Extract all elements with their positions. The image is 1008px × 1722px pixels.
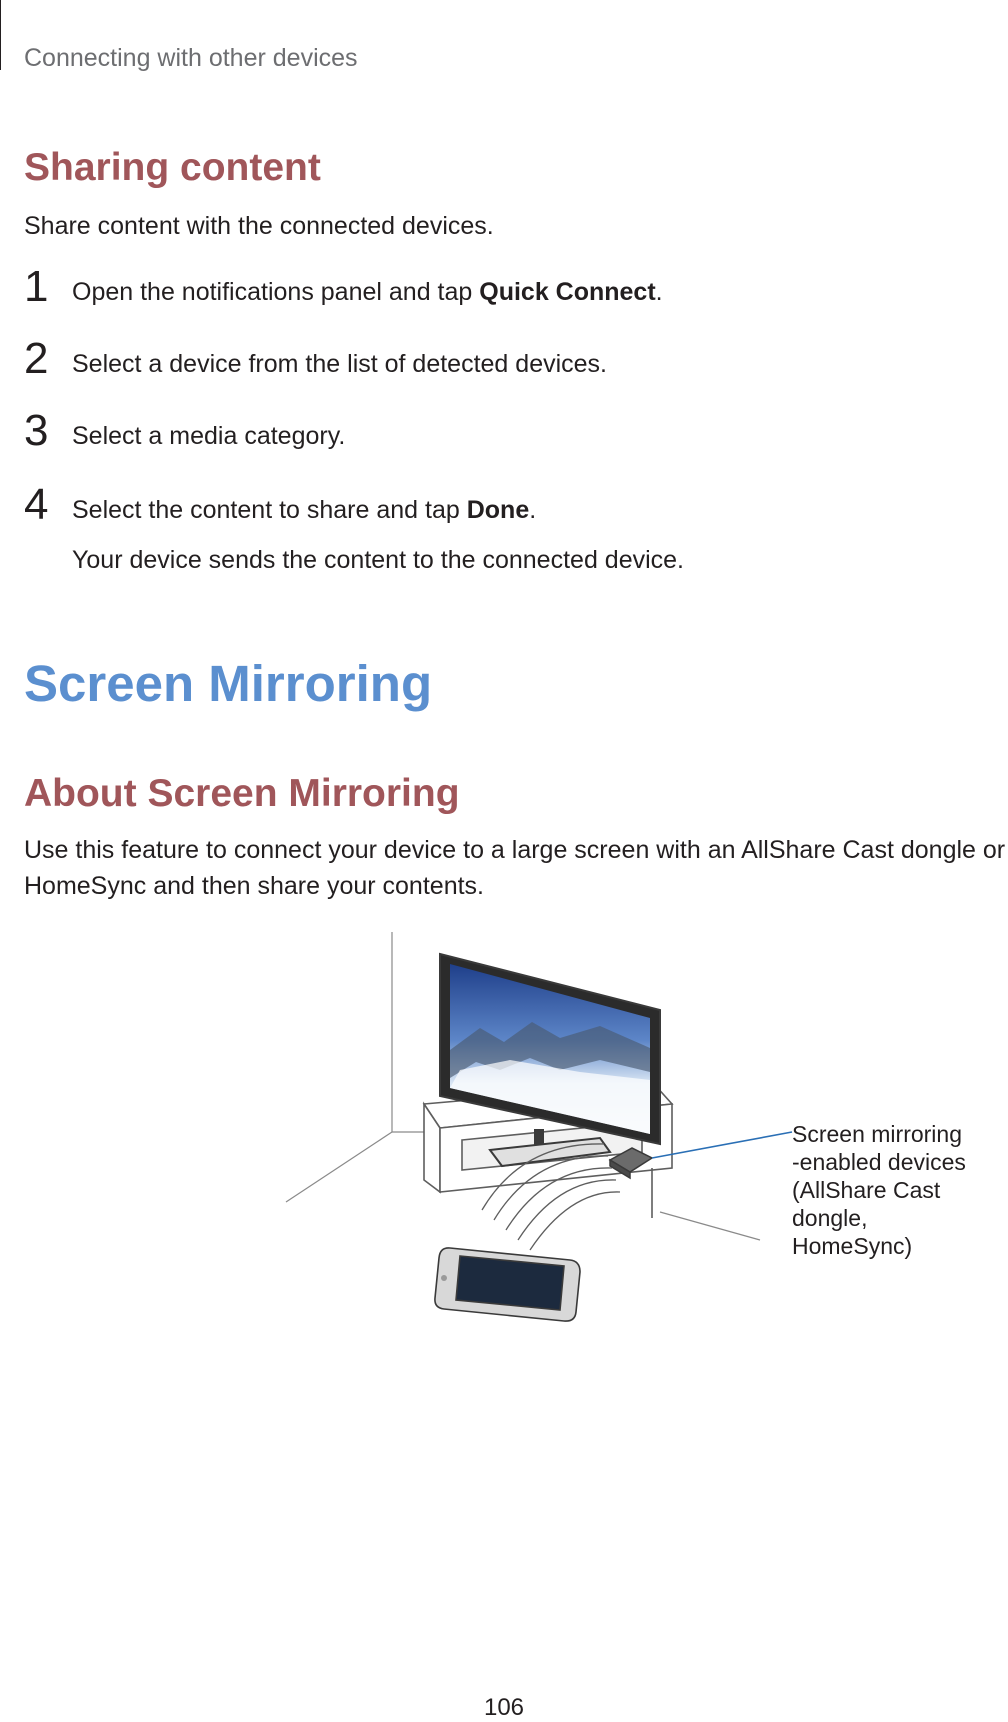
- step-1: [24, 262, 984, 316]
- step-number: 4: [24, 480, 49, 529]
- step-2: [24, 334, 984, 388]
- step-text: Select a media category.: [72, 422, 346, 450]
- header-rule: [0, 0, 1, 70]
- step-text: Select a device from the list of detected devices.: [72, 350, 607, 378]
- step-text: Open the notifications panel and tap Quick Connect.: [72, 278, 663, 306]
- step-4: [24, 480, 984, 534]
- about-line-2: HomeSync and then share your contents.: [24, 872, 484, 900]
- step-number: 1: [24, 262, 49, 311]
- page-number: 106: [483, 1694, 525, 1721]
- sharing-title: Sharing content: [24, 146, 321, 189]
- step-text: Select the content to share and tap Done.: [72, 496, 537, 524]
- about-mirroring-title: About Screen Mirroring: [24, 772, 460, 815]
- step-3: [24, 406, 984, 460]
- step-ui-term: Quick Connect: [479, 278, 656, 306]
- step-ui-term: Done: [466, 496, 530, 524]
- step-4-note: Your device sends the content to the connected device.: [72, 546, 684, 574]
- step-number: 2: [24, 334, 49, 383]
- sharing-intro: Share content with the connected devices.: [24, 212, 494, 240]
- about-line-1: Use this feature to connect your device to a large screen with an AllShare Cast dongle or: [24, 836, 1006, 864]
- phone: [435, 1248, 580, 1321]
- mirroring-title: Screen Mirroring: [24, 655, 433, 712]
- callout-line: [652, 1132, 792, 1158]
- running-header: Connecting with other devices: [24, 44, 358, 72]
- callout-label: Screen mirroring -enabled devices (AllShare Cast dongle, HomeSync): [792, 1121, 966, 1259]
- step-number: 3: [24, 406, 49, 455]
